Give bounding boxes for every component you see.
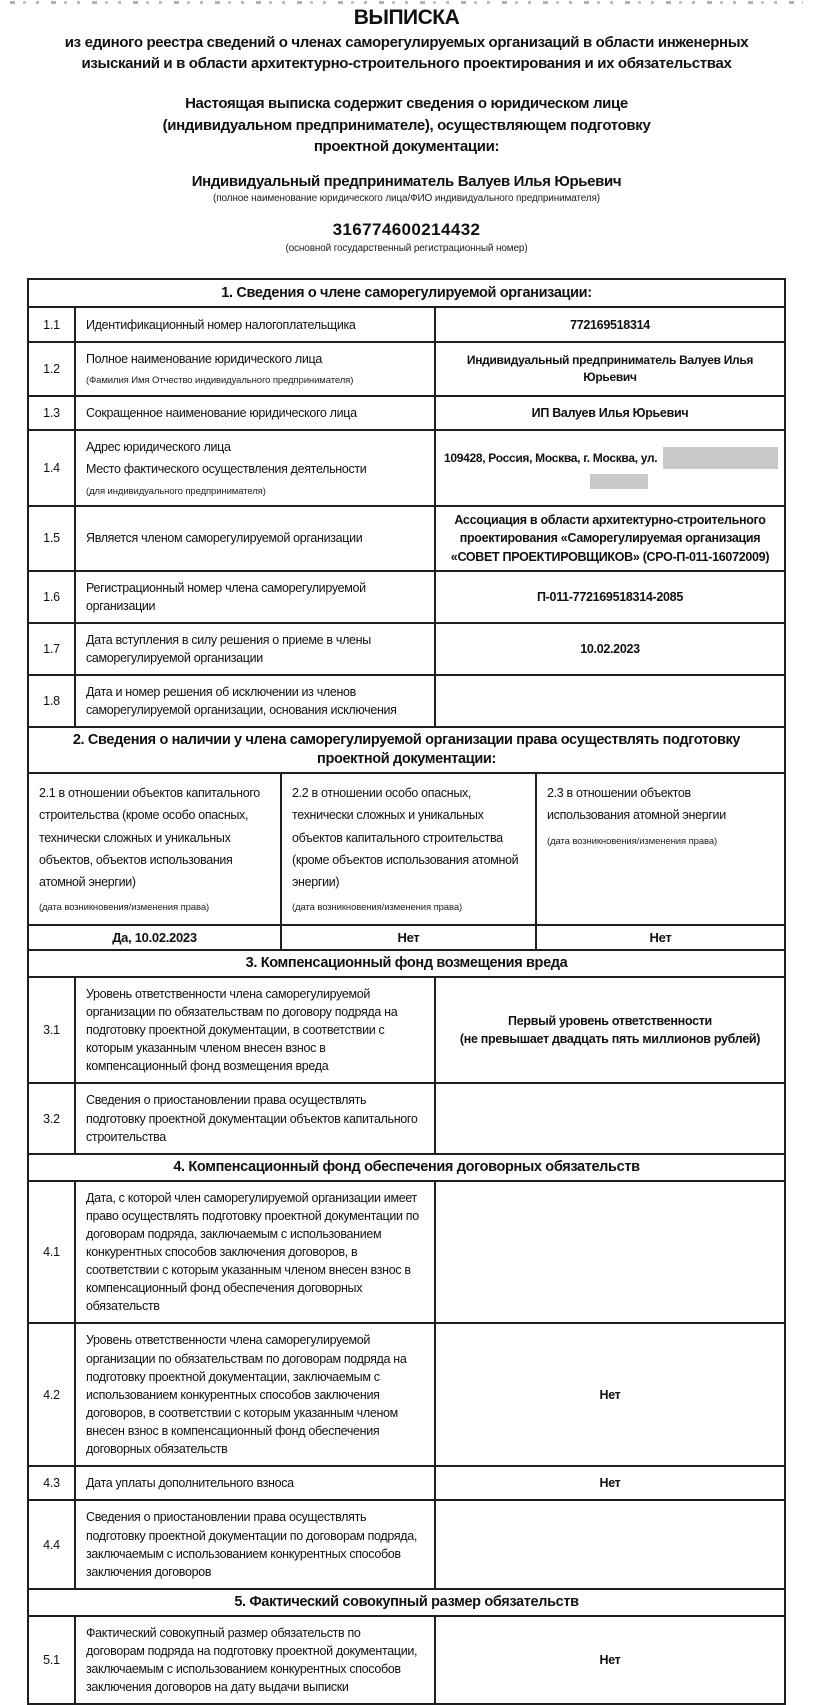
section-3-header: 3. Компенсационный фонд возмещения вреда: [29, 949, 784, 976]
row-value: П-011-772169518314-2085: [537, 589, 683, 604]
row-label: Регистрационный номер члена саморегулируемой организации: [76, 572, 436, 622]
table-row-1-5: [29, 505, 784, 569]
right-category-note: (дата возникновения/изменения права): [39, 902, 210, 914]
subtitle-line: из единого реестра сведений о членах саморегулируемых организаций в области инженерных: [64, 34, 749, 51]
row-label: Дата и номер решения об исключении из членов саморегулируемой организации, основания исключения: [76, 676, 436, 726]
row-value-empty: [436, 1182, 784, 1323]
table-row-1-3: [29, 395, 784, 429]
right-value-2-3: Нет: [649, 929, 672, 945]
row-value: Нет: [599, 1476, 621, 1491]
extract-table: [27, 278, 786, 1705]
table-row-1-7: [29, 622, 784, 674]
row-number: 1.2: [29, 343, 76, 395]
cropped-text-artifact: [10, 1, 803, 4]
section-4-header: 4. Компенсационный фонд обеспечения договорных обязательств: [29, 1153, 784, 1180]
right-category-note: (дата возникновения/изменения права): [547, 835, 718, 847]
row-value: Индивидуальный предприниматель Валуев Илья Юрьевич: [466, 352, 754, 385]
row-number: 4.4: [29, 1501, 76, 1588]
row-value: Первый уровень ответственности (не превышает двадцать пять миллионов рублей): [459, 1013, 761, 1047]
row-label-note: (Фамилия Имя Отчество индивидуального предпринимателя): [86, 375, 354, 387]
row-number: 1.1: [29, 308, 76, 341]
row-label: Фактический совокупный размер обязательств по договорам подряда на подготовку проектной документации, заключаемым с использованием конкурентных способов заключения договоров на дату выдачи выписки: [76, 1617, 436, 1704]
row-number: 4.1: [29, 1182, 76, 1323]
row-number: 3.1: [29, 978, 76, 1083]
row-label: Дата вступления в силу решения о приеме в члены саморегулируемой организации: [76, 624, 436, 674]
table-row-1-4: [29, 429, 784, 505]
section-2-columns: [29, 772, 784, 924]
row-label: Адрес юридического лица Место фактического осуществления деятельности (для индивидуального предпринимателя): [76, 431, 436, 505]
row-value: Ассоциация в области архитектурно-строительного проектирования «Саморегулируемая организация «СОВЕТ ПРОЕКТИРОВЩИКОВ» (СРО-П-011-16072009): [450, 513, 770, 564]
document-page: [0, 1, 813, 1695]
right-category-note: (дата возникновения/изменения права): [292, 902, 463, 914]
row-label: Полное наименование юридического лица (Фамилия Имя Отчество индивидуального предпринимателя): [76, 343, 436, 395]
table-row-4-3: [29, 1465, 784, 1499]
subtitle-line: изысканий и в области архитектурно-строительного проектирования и их обязательствах: [81, 54, 732, 72]
table-row-3-1: [29, 976, 784, 1083]
entity-name: Индивидуальный предприниматель Валуев Илья Юрьевич: [191, 173, 622, 191]
redacted-block: [590, 474, 648, 489]
table-row-4-1: [29, 1180, 784, 1323]
row-value: 10.02.2023: [580, 641, 640, 656]
row-label: Уровень ответственности члена саморегулируемой организации по обязательствам по договорам подряда на подготовку проектной документации, заключаемым с использованием конкурентных способов заключения договоров, в соответствии с которым указанным членом внесен взнос в компенсационный фонд обеспечения договорных обязательств: [76, 1324, 436, 1465]
right-value-2-2: Нет: [282, 926, 537, 949]
section-1-header: 1. Сведения о члене саморегулируемой организации:: [221, 284, 592, 301]
right-value-2-1: Да, 10.02.2023: [29, 926, 282, 949]
row-value: Нет: [599, 1387, 621, 1402]
ogrn-note: (основной государственный регистрационный номер): [285, 243, 528, 255]
row-number: 1.8: [29, 676, 76, 726]
row-number: 1.5: [29, 507, 76, 569]
row-number: 1.4: [29, 431, 76, 505]
address-text: 109428, Россия, Москва, г. Москва, ул.: [444, 450, 658, 465]
document-title: ВЫПИСКА: [353, 6, 460, 29]
row-value-empty: [436, 1501, 784, 1588]
document-header: [0, 6, 813, 254]
right-category-2-3: 2.3 в отношении объектов использования атомной энергии (дата возникновения/изменения права): [537, 774, 784, 924]
section-2-header: 2. Сведения о наличии у члена саморегулируемой организации права осуществлять подготовку проектной документации:: [29, 726, 784, 772]
intro-line: (индивидуальном предпринимателе), осуществляющем подготовку: [162, 116, 651, 134]
table-row-3-2: [29, 1082, 784, 1152]
right-category-2-1: 2.1 в отношении объектов капитального строительства (кроме особо опасных, технически сложных и уникальных объектов, объектов использования атомной энергии) (дата возникновения/изменения права): [29, 774, 282, 924]
table-row-5-1: [29, 1615, 784, 1704]
row-value-empty: [436, 1084, 784, 1152]
row-value: 772169518314: [570, 317, 650, 332]
row-value-address: [436, 431, 784, 505]
row-label-note: (для индивидуального предпринимателя): [86, 485, 266, 497]
document-subtitle: [0, 33, 813, 74]
table-row-1-8: [29, 674, 784, 726]
intro-line: Настоящая выписка содержит сведения о юридическом лице: [185, 95, 628, 113]
row-number: 1.7: [29, 624, 76, 674]
row-label: Дата уплаты дополнительного взноса: [76, 1467, 436, 1499]
row-label: Сокращенное наименование юридического лица: [76, 397, 436, 429]
row-label: Уровень ответственности члена саморегулируемой организации по обязательствам по договору подряда на подготовку проектной документации, в соответствии с которым указанным членом внесен взнос в компенсационный фонд возмещения вреда: [76, 978, 436, 1083]
row-value: ИП Валуев Илья Юрьевич: [531, 406, 689, 421]
row-value: Нет: [599, 1653, 621, 1668]
row-label: Является членом саморегулируемой организации: [76, 507, 436, 569]
row-label: Сведения о приостановлении права осуществлять подготовку проектной документации объектов капитального строительства: [76, 1084, 436, 1152]
table-row-1-2: [29, 341, 784, 395]
row-number: 4.2: [29, 1324, 76, 1465]
section-5-header: 5. Фактический совокупный размер обязательств: [29, 1588, 784, 1615]
intro-line: проектной документации:: [313, 137, 500, 155]
intro-paragraph: [0, 93, 813, 157]
table-row-4-2: [29, 1322, 784, 1465]
redacted-block: [663, 447, 778, 469]
section-2-values: [29, 924, 784, 949]
row-label: Идентификационный номер налогоплательщика: [76, 308, 436, 341]
row-number: 4.3: [29, 1467, 76, 1499]
table-row-1-1: [29, 306, 784, 341]
row-number: 1.6: [29, 572, 76, 622]
row-label: Сведения о приостановлении права осуществлять подготовку проектной документации по договорам подряда, заключаемым с использованием конкурентных способов заключения договоров: [76, 1501, 436, 1588]
row-number: 3.2: [29, 1084, 76, 1152]
right-category-2-2: 2.2 в отношении особо опасных, технически сложных и уникальных объектов капитального строительства (кроме объектов использования атомной энергии) (дата возникновения/изменения права): [282, 774, 537, 924]
table-row-4-4: [29, 1499, 784, 1588]
entity-name-note: (полное наименование юридического лица/ФИО индивидуального предпринимателя): [213, 193, 600, 205]
row-number: 5.1: [29, 1617, 76, 1704]
row-label: Дата, с которой член саморегулируемой организации имеет право осуществлять подготовку проектной документации по договорам подряда, заключаемым с использованием конкурентных способов заключения договоров, в соответствии с которым указанным членом внесен взнос в компенсационный фонд обеспечения договорных обязательств: [76, 1182, 436, 1323]
row-value-empty: [436, 676, 784, 726]
table-row-1-6: [29, 570, 784, 622]
ogrn-number: 316774600214432: [332, 220, 481, 240]
row-number: 1.3: [29, 397, 76, 429]
